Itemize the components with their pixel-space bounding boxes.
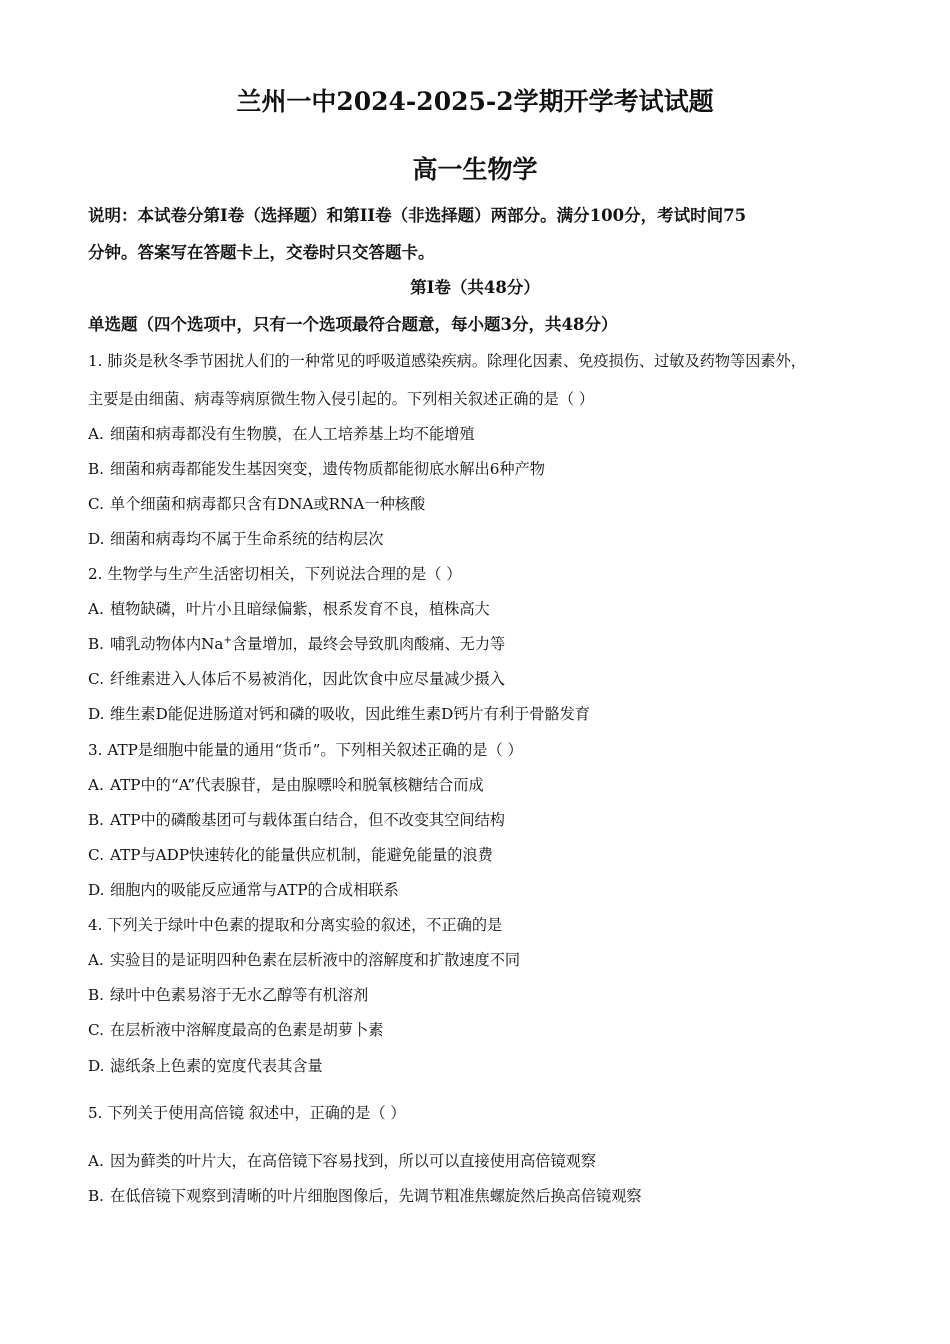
option-text: 植物缺磷，叶片小且暗绿偏紫，根系发育不良，植株高大 bbox=[110, 600, 490, 618]
option-letter: D. bbox=[88, 530, 105, 548]
question-1-option-d bbox=[88, 529, 383, 549]
question-2-option-d bbox=[88, 704, 590, 724]
option-text: 细菌和病毒都能发生基因突变，遗传物质都能彻底水解出6种产物 bbox=[110, 460, 545, 478]
question-3-option-a bbox=[88, 775, 484, 795]
option-text: 滤纸条上色素的宽度代表其含量 bbox=[110, 1057, 323, 1075]
option-letter: B. bbox=[88, 811, 104, 829]
option-letter: A. bbox=[88, 600, 104, 618]
question-3-stem: 3. ATP是细胞中能量的通用“货币”。下列相关叙述正确的是（ ） bbox=[88, 741, 523, 759]
option-letter: B. bbox=[88, 635, 104, 653]
option-letter: B. bbox=[88, 460, 104, 478]
option-text: 在层析液中溶解度最高的色素是胡萝卜素 bbox=[110, 1021, 384, 1039]
option-text: 实验目的是证明四种色素在层析液中的溶解度和扩散速度不同 bbox=[110, 951, 521, 969]
question-type-description: 单选题（四个选项中，只有一个选项最符合题意，每小题3分，共48分） bbox=[88, 315, 618, 334]
question-5-stem: 5. 下列关于使用高倍镜 叙述中，正确的是（ ） bbox=[88, 1104, 406, 1122]
option-text: 细菌和病毒均不属于生命系统的结构层次 bbox=[110, 530, 384, 548]
section-heading: 第I卷（共48分） bbox=[410, 278, 540, 297]
question-2-stem: 2. 生物学与生产生活密切相关，下列说法合理的是（ ） bbox=[88, 565, 462, 583]
option-text-post: 含量增加，最终会导致肌肉酸痛、无力等 bbox=[231, 635, 506, 653]
question-5-option-a bbox=[88, 1151, 596, 1171]
question-4-option-a bbox=[88, 950, 520, 970]
option-text: ATP与ADP快速转化的能量供应机制，能避免能量的浪费 bbox=[110, 846, 493, 864]
question-3-option-d bbox=[88, 880, 399, 900]
option-text: 细菌和病毒都没有生物膜，在人工培养基上均不能增殖 bbox=[110, 425, 475, 443]
option-letter: C. bbox=[88, 846, 104, 864]
option-letter: C. bbox=[88, 670, 104, 688]
option-text: 绿叶中色素易溶于无水乙醇等有机溶剂 bbox=[110, 986, 369, 1004]
option-letter: A. bbox=[88, 951, 104, 969]
option-text: 因为藓类的叶片大，在高倍镜下容易找到，所以可以直接使用高倍镜观察 bbox=[110, 1152, 596, 1170]
option-letter: A. bbox=[88, 776, 104, 794]
instructions-line-2: 分钟。答案写在答题卡上，交卷时只交答题卡。 bbox=[88, 243, 435, 262]
option-letter: D. bbox=[88, 705, 105, 723]
option-text-pre: 哺乳动物体内Na bbox=[110, 635, 224, 653]
superscript-plus: + bbox=[223, 634, 232, 646]
instructions-line-1: 说明：本试卷分第I卷（选择题）和第II卷（非选择题）两部分。满分100分，考试时间75 bbox=[88, 206, 747, 225]
option-text: 细胞内的吸能反应通常与ATP的合成相联系 bbox=[110, 881, 399, 899]
question-1-stem-line-1: 1. 肺炎是秋冬季节困扰人们的一种常见的呼吸道感染疾病。除理化因素、免疫损伤、过敏及药物等因素外， bbox=[88, 352, 806, 370]
option-letter: D. bbox=[88, 881, 105, 899]
question-2-option-b bbox=[88, 634, 505, 654]
exam-title: 兰州一中2024-2025-2学期开学考试试题 bbox=[236, 87, 714, 116]
option-text: ATP中的“A”代表腺苷，是由腺嘌呤和脱氧核糖结合而成 bbox=[110, 776, 484, 794]
option-letter: B. bbox=[88, 1187, 104, 1205]
option-text: ATP中的磷酸基团可与载体蛋白结合，但不改变其空间结构 bbox=[110, 811, 505, 829]
question-2-option-c bbox=[88, 669, 505, 689]
question-2-option-a bbox=[88, 599, 490, 619]
option-text: 单个细菌和病毒都只含有DNA或RNA一种核酸 bbox=[110, 495, 426, 513]
question-1-stem-line-2: 主要是由细菌、病毒等病原微生物入侵引起的。下列相关叙述正确的是（ ） bbox=[88, 390, 595, 408]
option-text: 纤维素进入人体后不易被消化，因此饮食中应尽量减少摄入 bbox=[110, 670, 505, 688]
option-letter: A. bbox=[88, 425, 104, 443]
question-1-option-a bbox=[88, 424, 475, 444]
question-4-option-d bbox=[88, 1056, 323, 1076]
option-letter: C. bbox=[88, 495, 104, 513]
option-text: 维生素D能促进肠道对钙和磷的吸收，因此维生素D钙片有利于骨骼发育 bbox=[110, 705, 590, 723]
question-4-stem: 4. 下列关于绿叶中色素的提取和分离实验的叙述，不正确的是 bbox=[88, 916, 503, 934]
option-letter: C. bbox=[88, 1021, 104, 1039]
question-4-option-b bbox=[88, 985, 368, 1005]
question-1-option-c bbox=[88, 494, 425, 514]
option-letter: D. bbox=[88, 1057, 105, 1075]
subject-title: 高一生物学 bbox=[412, 155, 538, 184]
question-3-option-c bbox=[88, 845, 493, 865]
option-letter: B. bbox=[88, 986, 104, 1004]
question-3-option-b bbox=[88, 810, 505, 830]
option-letter: A. bbox=[88, 1152, 104, 1170]
question-5-option-b bbox=[88, 1186, 642, 1206]
option-text: 在低倍镜下观察到清晰的叶片细胞图像后，先调节粗准焦螺旋然后换高倍镜观察 bbox=[110, 1187, 642, 1205]
question-4-option-c bbox=[88, 1020, 383, 1040]
question-1-option-b bbox=[88, 459, 545, 479]
